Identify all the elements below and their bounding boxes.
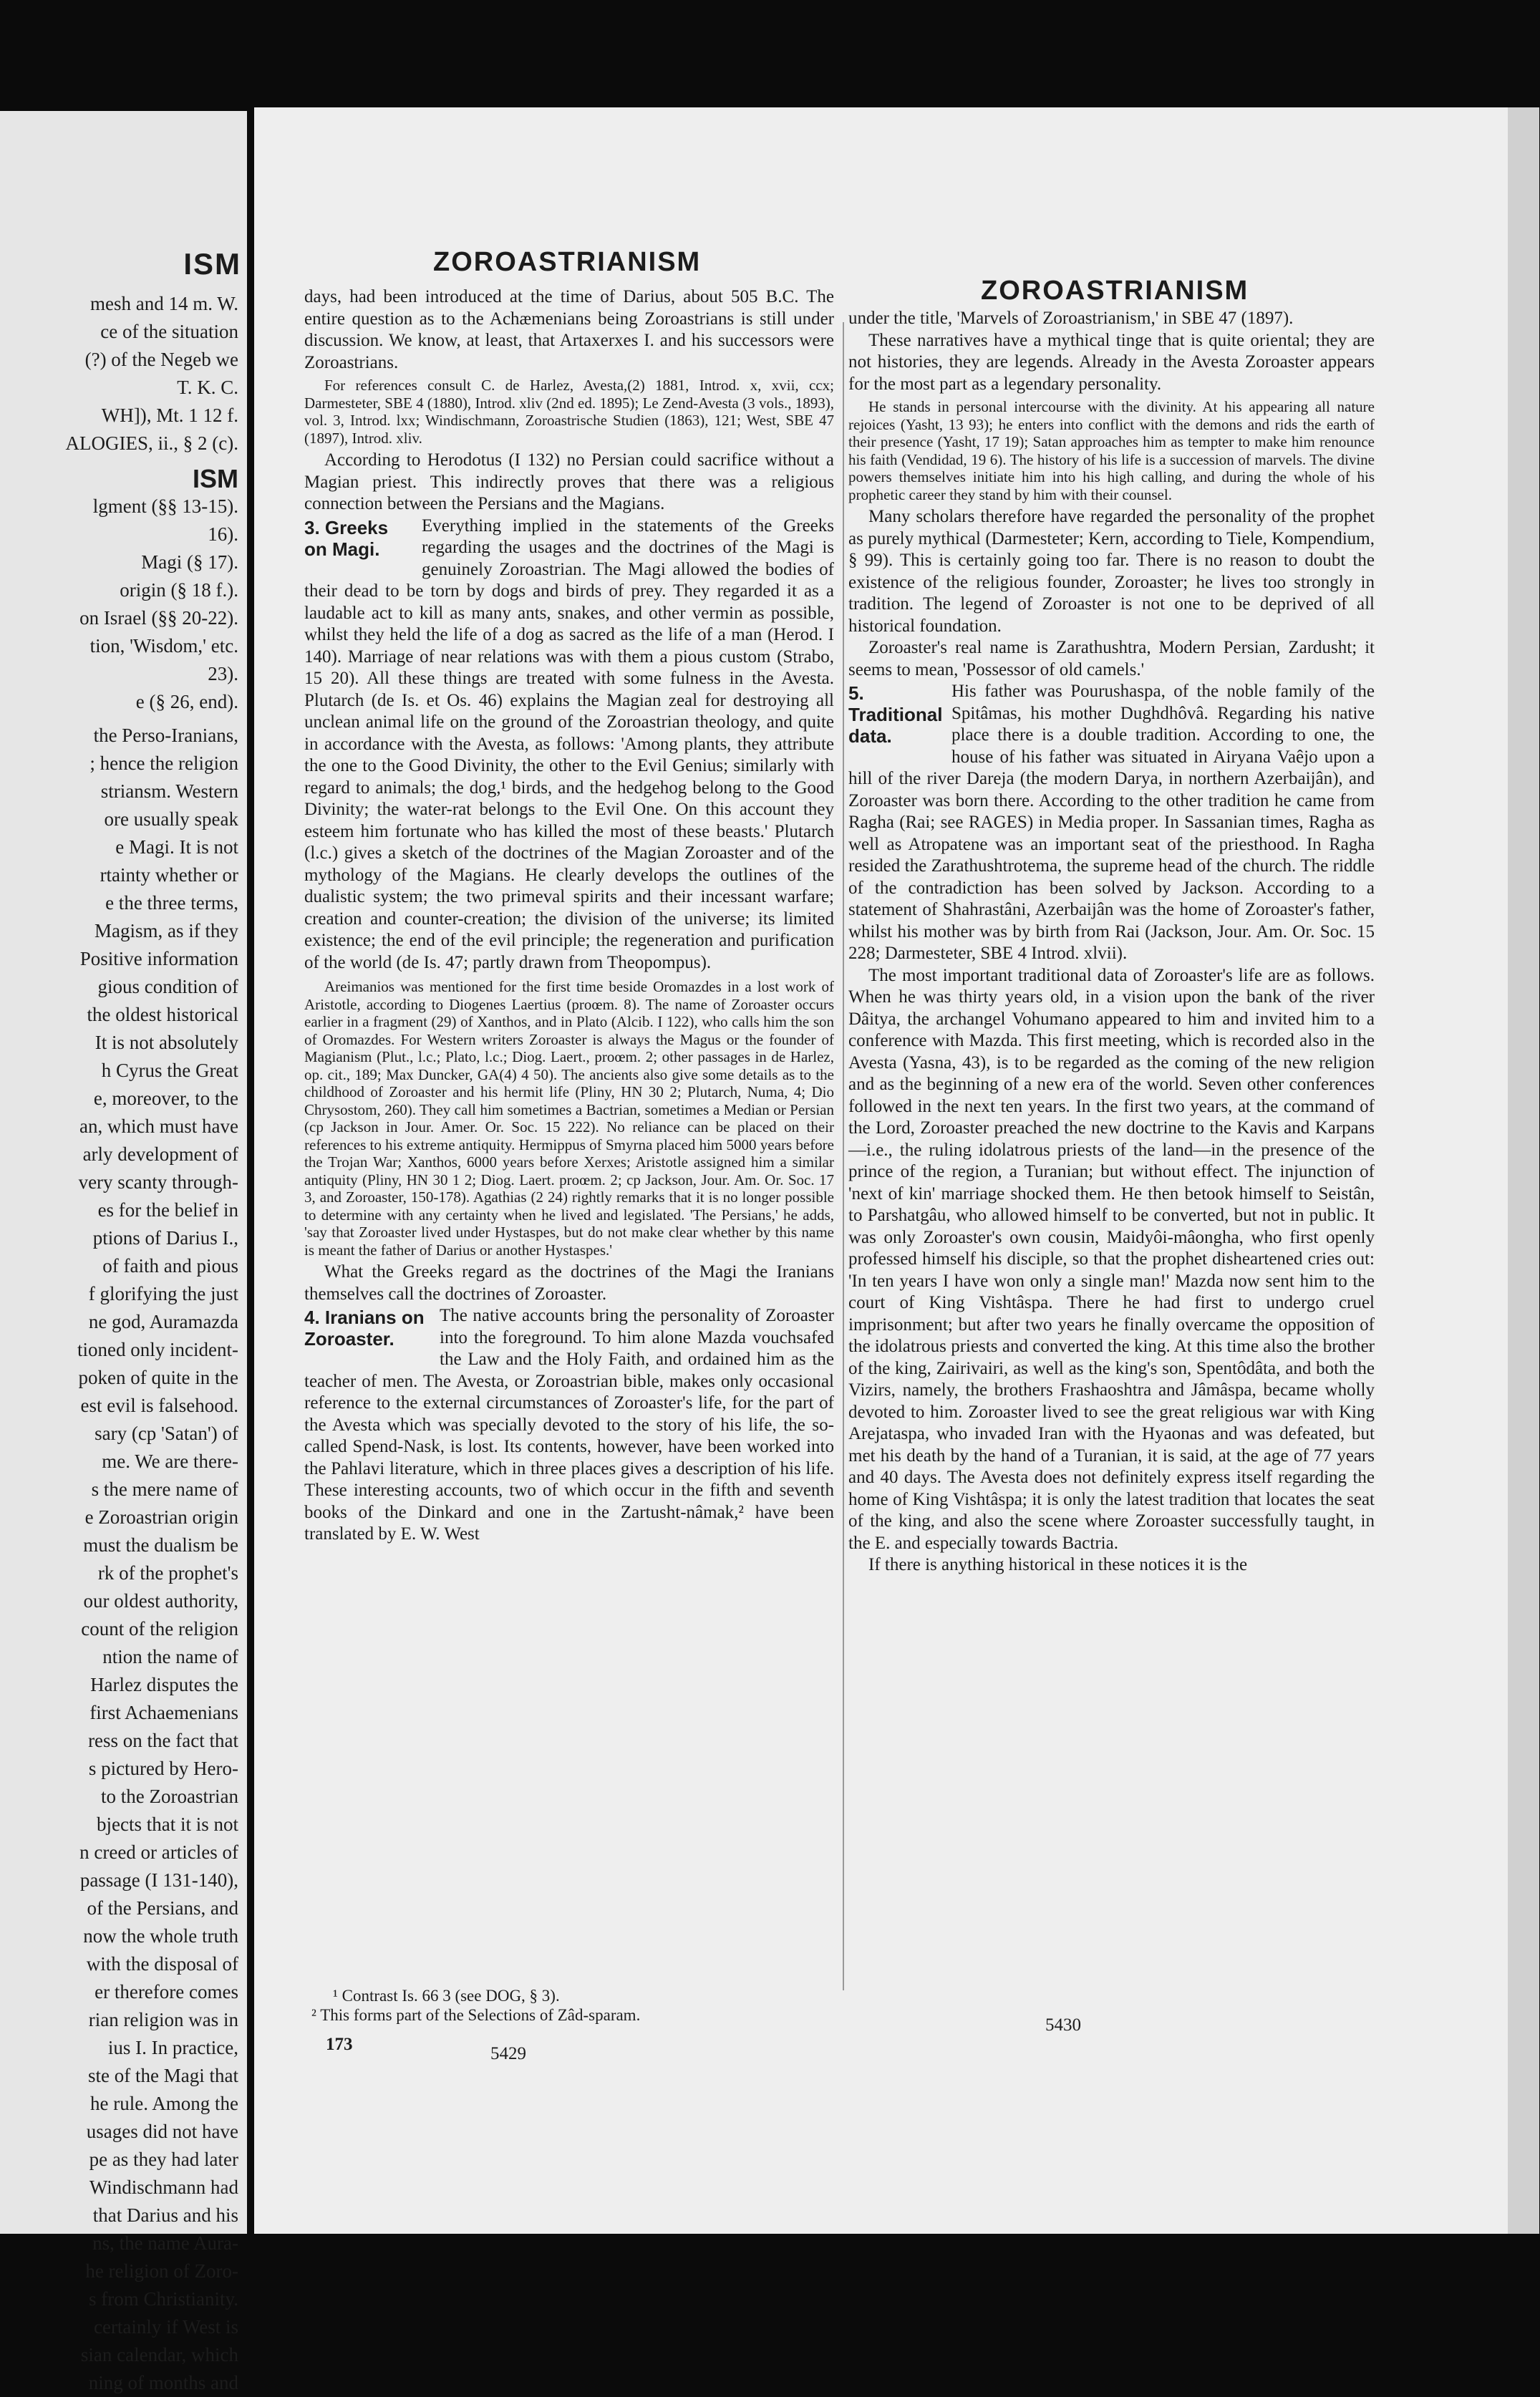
left-body-line: ne god, Auramazda — [88, 1311, 238, 1332]
left-body-line: count of the religion — [81, 1618, 238, 1640]
left-body-line: s the mere name of — [91, 1478, 238, 1500]
section-4 — [304, 1305, 834, 1546]
left-body-line: s pictured by Hero- — [88, 1758, 238, 1779]
left-body-line: arly development of — [82, 1143, 238, 1165]
left-body-line: s from Christianity. — [89, 2288, 238, 2310]
left-body-line: rian religion was in — [88, 2009, 238, 2030]
left-toc-line: Magi (§ 17). — [141, 551, 238, 573]
paragraph: The native accounts bring the personality of Zoroaster into the foreground. To him alone Mazda vouchsafed the Law and the Holy Faith, and ordained him as the teacher of men. The Avesta, or Zoroastrian bible, makes only occasional reference to the external circumstances of Zoroaster's life, for the part of the Avesta which was specially devoted to the story of his life, the so-called Spend-Nask, is lost. Its contents, however, have been worked into the Pahlavi literature, which in three places gives a description of his life. These interesting accounts, two of which occur in the fifth and seventh books of the Dinkard and one in the Zartusht-nâmak,² have been translated by E. W. West — [304, 1306, 834, 1544]
left-toc-line: tion, 'Wisdom,' etc. — [89, 635, 238, 657]
left-body-line: certainly if West is — [93, 2316, 238, 2338]
left-body-line: ntion the name of — [102, 1646, 238, 1667]
left-body-line: e, moreover, to the — [93, 1088, 238, 1109]
column-left — [304, 286, 834, 1546]
left-body-line: now the whole truth — [83, 1925, 238, 1947]
page-edge — [1508, 107, 1539, 2234]
left-toc-line: e (§ 26, end). — [135, 691, 238, 712]
left-body-line: n creed or articles of — [79, 1841, 238, 1863]
running-head-right: ZOROASTRIANISM — [981, 276, 1249, 306]
left-body-line: he rule. Among the — [90, 2093, 238, 2114]
left-page-heading-2: ISM — [192, 464, 238, 493]
left-body-line: e Zoroastrian origin — [84, 1506, 238, 1528]
left-page-text — [2, 290, 238, 2397]
left-body-line: est evil is falsehood. — [80, 1395, 238, 1416]
running-head-left: ZOROASTRIANISM — [433, 247, 702, 277]
left-body-line: f glorifying the just — [88, 1283, 238, 1304]
left-body-line: h Cyrus the Great — [101, 1060, 238, 1081]
paragraph: Zoroaster's real name is Zarathushtra, Modern Persian, Zardusht; it seems to mean, 'Possessor of old camels.' — [848, 638, 1375, 679]
left-body-line: Magism, as if they — [95, 920, 238, 941]
left-body-line: It is not absolutely — [95, 1032, 238, 1053]
left-body-line: to the Zoroastrian — [101, 1786, 238, 1807]
left-body-line: first Achaemenians — [89, 1702, 238, 1723]
left-body-line: ress on the fact that — [88, 1730, 238, 1751]
paragraph: The most important traditional data of Zoroaster's life are as follows. When he was thirty years old, in a vision upon the bank of the river Dâitya, the archangel Vohumano appeared to him and invited him to a conference with Mazda. This first meeting, which is recorded also in the Avesta (Yasna, 43), is to be regarded as the coming of the new religion and as the beginning of a new era of the world. Seven other conferences followed in the next ten years. In the first two years, at the command of the Lord, Zoroaster preached the new doctrine to the Kavis and Karpans—i.e., the ruling idolatrous priests of the land—in the presence of the prince of the region, a Turanian; but without effect. The injunction of 'next of kin' marriage shocked them. He then betook himself to Seistân, to Parshatgâu, who allowed himself to be converted, but not in public. It was only Zoroaster's own cousin, Maidyôi-mâongha, who first openly professed himself his disciple, so that the prophet disheartened cries out: 'In ten years I have won only a single man!' Mazda now sent him to the court of King Vishtâspa. There he had first to undergo cruel imprisonment; but after two years he finally overcame the opposition of the idolatrous priests and converted the king. At this time also the brother of the king, Zairivairi, as well as the king's son, Spentôdâta, and both the Vizirs, namely, the brothers Frashaoshtra and Jâmâspa, became wholly devoted to him. Zoroaster lived to see the great religious war with King Arejataspa, who invaded Iran with the Hyaonas and was defeated, but met his death by the hand of a Turanian, it is said, at the age of 77 years and 40 days. The Avesta does not definitely express itself regarding the home of King Vishtâspa; it is only the latest tradition that locates the seat of the king, and also the scene where Zoroaster successfully taught, in the E. and especially towards Bactria. — [848, 965, 1375, 1553]
section-5 — [848, 681, 1375, 965]
left-page-heading: ISM — [183, 247, 241, 281]
left-body-line: rtainty whether or — [100, 864, 238, 886]
left-body-line: me. We are there- — [102, 1451, 238, 1472]
left-body-line: that Darius and his — [92, 2204, 238, 2226]
paragraph: These narratives have a mythical tinge that is quite oriental; they are not histories, they are legends. Already in the Avesta Zoroaster appears for the most part as a legendary personality. — [848, 330, 1375, 394]
left-body-line: gious condition of — [97, 976, 238, 997]
left-toc-line: 16). — [208, 523, 238, 545]
left-body-line: Windischmann had — [89, 2176, 238, 2198]
left-body-line: e Magi. It is not — [115, 836, 238, 858]
left-toc-line: on Israel (§§ 20-22). — [79, 607, 238, 629]
paragraph: days, had been introduced at the time of Darius, about 505 B.C. The entire question as to the Achæmenians being Zoroastrians is still under discussion. We know, at least, that Artaxerxes I. and his successors were Zoroastrians. — [304, 287, 834, 372]
section-heading-traditional-data: 5. Traditional data. — [848, 682, 943, 747]
section-heading-iranians: 4. Iranians on Zoroaster. — [304, 1307, 425, 1350]
left-body-line: e the three terms, — [105, 892, 238, 914]
left-body-line: ore usually speak — [104, 808, 238, 830]
left-body-line: ius I. In practice, — [107, 2037, 238, 2058]
paragraph: If there is anything historical in these notices it is the — [868, 1555, 1248, 1574]
left-body-line: of the Persians, and — [87, 1897, 238, 1919]
left-line: T. K. C. — [177, 377, 238, 398]
left-body-line: our oldest authority, — [83, 1590, 238, 1612]
main-page — [254, 107, 1539, 2234]
signature-mark: 173 — [326, 2035, 353, 2054]
paragraph: Many scholars therefore have regarded the personality of the prophet as purely mythical (Darmesteter; Kern, according to Tiele, Kompendium, § 99). This is certainly going too far. There is no reason to doubt the existence of the religious founder, Zoroaster; he lives too strongly in tradition. The legend of Zoroaster is not one to be deprived of all historical foundation. — [848, 507, 1375, 636]
left-body-line: with the disposal of — [86, 1953, 238, 1975]
left-body-line: ns, the name Aura- — [92, 2232, 238, 2254]
left-line: (?) of the Negeb we — [84, 349, 238, 370]
footnote-2: ² This forms part of the Selections of Zâd-sparam. — [311, 2006, 641, 2024]
left-body-line: er therefore comes — [95, 1981, 238, 2003]
left-line: ALOGIES, ii., § 2 (c). — [65, 432, 238, 454]
left-body-line: ptions of Darius I., — [92, 1227, 238, 1249]
paragraph: His father was Pourushaspa, of the noble family of the Spitâmas, his mother Dughdhôvâ. Regarding his native place there is a double tradition. According to one, the house of his father was situated in Airyana Vaêjo upon a hill of the river Dareja (the modern Darya, in northern Azerbaijân), and Zoroaster was born there. According to the other tradition he came from Ragha (Rai; see RAGES) in Media proper. In Sassanian times, Ragha as well as Atropatene was an important seat of the priesthood. In Ragha resided the Zarathushtrotema, the supreme head of the church. The riddle of the contradiction has been solved by Jackson. According to a statement of Shahrastâni, Azerbaijân was the home of Zoroaster's father, whilst his mother was by birth from Rai (Jackson, Jour. Am. Or. Soc. 15 228; Darmesteter, SBE 4 Introd. xlvii). — [848, 682, 1375, 963]
left-body-line: sary (cp 'Satan') of — [95, 1423, 238, 1444]
left-line: ce of the situation — [100, 321, 238, 342]
left-page-fragment — [0, 111, 247, 2393]
left-body-line: the Perso-Iranians, — [93, 725, 238, 746]
left-body-line: an, which must have — [79, 1115, 238, 1137]
left-body-line: Positive information — [79, 948, 238, 969]
left-body-line: passage (I 131-140), — [79, 1869, 238, 1891]
section-3 — [304, 515, 834, 974]
footnote-1: ¹ Contrast Is. 66 3 (see DOG, § 3). — [333, 1987, 560, 2005]
left-body-line: sian calendar, which — [80, 2344, 238, 2365]
left-toc-line: origin (§ 18 f.). — [120, 579, 238, 601]
left-body-line: ste of the Magi that — [88, 2065, 238, 2086]
left-body-line: bjects that it is not — [97, 1814, 238, 1835]
column-divider — [843, 322, 844, 1990]
paragraph: under the title, 'Marvels of Zoroastrianism,' in SBE 47 (1897). — [848, 309, 1294, 328]
left-body-line: ; hence the religion — [89, 752, 238, 774]
left-line: mesh and 14 m. W. — [90, 293, 238, 314]
spacer — [2, 716, 238, 722]
left-body-line: the oldest historical — [87, 1004, 238, 1025]
left-body-line: must the dualism be — [83, 1534, 238, 1556]
left-body-line: rk of the prophet's — [97, 1562, 238, 1584]
left-body-line: of faith and pious — [102, 1255, 238, 1277]
references-note: For references consult C. de Harlez, Avesta,(2) 1881, Introd. x, xvii, ccx; Darmesteter, SBE 4 (1880), Introd. xliv (2nd ed. 1895); Le Zend-Avesta (3 vols., 1893), vol. 3, Introd. lxx; Windischmann, Zoroastrische Studien (1863), 121; West, SBE 47 (1897), Introd. xliv. — [304, 377, 834, 447]
section-note: He stands in personal intercourse with the divinity. At his appearing all nature rejoices (Yasht, 13 93); he enters into conflict with the demons and rids the earth of their presence (Yasht, 17 19); Satan approaches him as tempter to make him renounce his faith (Vendidad, 19 6). The history of his life is a succession of marvels. The divine powers themselves initiate him into his high calling, and during the whole of his prophetic career they stand by him with their counsel. — [848, 398, 1375, 503]
section-heading-greeks: 3. Greeks on Magi. — [304, 516, 389, 560]
left-body-line: poken of quite in the — [78, 1367, 238, 1388]
left-body-line: striansm. Western — [100, 780, 238, 802]
paragraph: Everything implied in the statements of the Greeks regarding the usages and the doctrines of the Magi is genuinely Zoroastrian. The Magi allowed the bodies of their dead to be torn by dogs and birds of prey. They regarded it as a laudable act to kill as many ants, snakes, and other vermin as possible, whilst they held the life of a dog as sacred as the life of a man (Herod. I 140). Marriage of near relations was with them a pious custom (Strabo, 15 20). All these things are treated with some fulness in the Avesta. Plutarch (de Is. et Os. 46) explains the Magian zeal for destroying all unclean animal life on the ground of the Zoroastrian theology, and quite in accordance with the Avesta, as follows: 'Among plants, they attribute the one to the Good Divinity, the other to the Evil Genius; similarly with regard to animals; the dog,¹ birds, and the hedgehog belong to the Good Divinity; the water-rat belongs to the Evil One. On this account they esteem him fortunate who has killed the most of these beasts.' Plutarch (l.c.) gives a sketch of the doctrines of the Magian Zoroaster and of the mythology of the Magians. He clearly develops the outlines of the dualistic system; the two primeval spirits and their incessant warfare; creation and counter-creation; the division of the universe; its limited existence; the end of the evil principle; the regeneration and purification of the world (de Is. 47; partly drawn from Theopompus). — [304, 515, 834, 972]
left-body-line: very scanty through- — [78, 1171, 238, 1193]
left-body-line: Harlez disputes the — [90, 1674, 238, 1695]
left-body-line: he religion of Zoro- — [85, 2260, 238, 2282]
paragraph: According to Herodotus (I 132) no Persian could sacrifice without a Magian priest. This indirectly proves that there was a religious connection between the Persians and the Magians. — [304, 450, 834, 513]
page-number-right: 5430 — [1045, 2015, 1081, 2035]
section-note: Areimanios was mentioned for the first time beside Oromazdes in a lost work of Aristotle, according to Diogenes Laertius (proœm. 8). The name of Zoroaster occurs earlier in a fragment (29) of Xanthos, and in Plato (Alcib. I 122), who calls him the son of Oromazdes. For Western writers Zoroaster is always the Magus or the founder of Magianism (Plut., l.c.; Plato, l.c.; Diog. Laert., proœm. 2; other passages in de Harlez, op. cit., 189; Max Duncker, GA(4) 4 50). The ancients also give some details as to the childhood of Zoroaster and his hermit life (Pliny, HN 30 2; Plutarch, Numa, 4; Dio Chrysostom, 260). They call him sometimes a Bactrian, sometimes a Median or Persian (cp Jackson in Jour. Amer. Or. Soc. 15 222). No reliance can be placed on their references to his extreme antiquity. Hermippus of Smyrna placed him 5000 years before the Trojan War; Xanthos, 6000 years before Xerxes; Aristotle assigned him a similar antiquity (Pliny, HN 30 1 2; Diog. Laert. proœm. 2; cp Jackson, Jour. Am. Or. Soc. 17 3, and Zoroaster, 150-178). Agathias (2 24) rightly remarks that it is no longer possible to determine with any certainty when he lived and legislated. 'The Persians,' he adds, 'say that Zoroaster lived under Hystaspes, but do not make clear whether by this name is meant the father of Darius or another Hystaspes.' — [304, 978, 834, 1259]
left-body-line: ning of months and — [88, 2372, 238, 2393]
left-toc-line: 23). — [208, 663, 238, 684]
left-body-line: tioned only incident- — [77, 1339, 238, 1360]
column-right — [848, 308, 1375, 1577]
left-body-line: es for the belief in — [97, 1199, 238, 1221]
left-body-line: usages did not have — [86, 2121, 238, 2142]
left-line: WH]), Mt. 1 12 f. — [101, 405, 238, 426]
left-toc-line: lgment (§§ 13-15). — [92, 495, 238, 517]
left-body-line: pe as they had later — [89, 2149, 238, 2170]
page-number-left: 5429 — [490, 2044, 526, 2063]
paragraph: What the Greeks regard as the doctrines of the Magi the Iranians themselves call the doctrines of Zoroaster. — [304, 1262, 834, 1304]
